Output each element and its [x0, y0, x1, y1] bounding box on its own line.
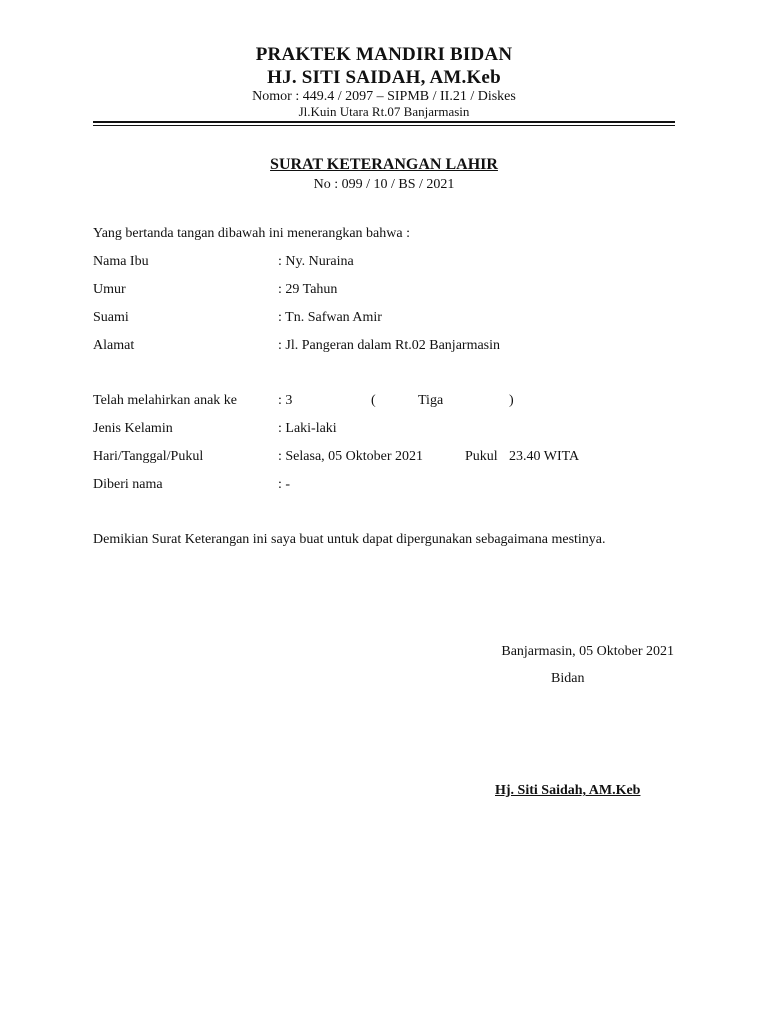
mother-name-value: : Ny. Nuraina	[278, 254, 354, 269]
child-order-words: Tiga	[418, 393, 444, 408]
mother-name-label: Nama Ibu	[93, 254, 149, 269]
paren-open: (	[371, 393, 376, 408]
document-number: No : 099 / 10 / BS / 2021	[313, 177, 455, 192]
time-value: 23.40 WITA	[509, 449, 580, 464]
signer-name: Hj. Siti Saidah, AM.Keb	[495, 783, 641, 798]
husband-value: : Tn. Safwan Amir	[278, 310, 382, 325]
datetime-label: Hari/Tanggal/Pukul	[93, 449, 204, 464]
intro-text: Yang bertanda tangan dibawah ini menerangkan bahwa :	[93, 226, 410, 241]
given-name-value: : -	[278, 477, 291, 492]
paren-close: )	[509, 393, 514, 408]
document-title: SURAT KETERANGAN LAHIR	[270, 156, 498, 173]
place-date: Banjarmasin, 05 Oktober 2021	[501, 644, 674, 659]
address-label: Alamat	[93, 338, 135, 353]
letterhead-rule-thick	[93, 121, 675, 123]
address-value: : Jl. Pangeran dalam Rt.02 Banjarmasin	[278, 338, 501, 353]
given-name-label: Diberi nama	[93, 477, 163, 492]
permit-number: Nomor : 449.4 / 2097 – SIPMB / II.21 / Diskes	[252, 89, 516, 104]
practice-name: PRAKTEK MANDIRI BIDAN	[255, 44, 513, 65]
husband-label: Suami	[93, 310, 129, 325]
time-label: Pukul	[465, 449, 498, 464]
sex-value: : Laki-laki	[278, 421, 337, 436]
child-order-value: : 3	[278, 393, 293, 408]
letterhead-rule-thin	[93, 125, 675, 126]
date-value: : Selasa, 05 Oktober 2021	[278, 449, 424, 464]
child-order-label: Telah melahirkan anak ke	[93, 393, 238, 408]
closing-statement: Demikian Surat Keterangan ini saya buat untuk dapat dipergunakan sebagaimana mestinya.	[93, 532, 606, 547]
sex-label: Jenis Kelamin	[93, 421, 173, 436]
mother-age-label: Umur	[93, 282, 126, 297]
mother-age-value: : 29 Tahun	[278, 282, 338, 297]
midwife-name-heading: HJ. SITI SAIDAH, AM.Keb	[267, 67, 501, 88]
signer-role: Bidan	[551, 671, 585, 686]
practice-address: Jl.Kuin Utara Rt.07 Banjarmasin	[298, 104, 470, 119]
